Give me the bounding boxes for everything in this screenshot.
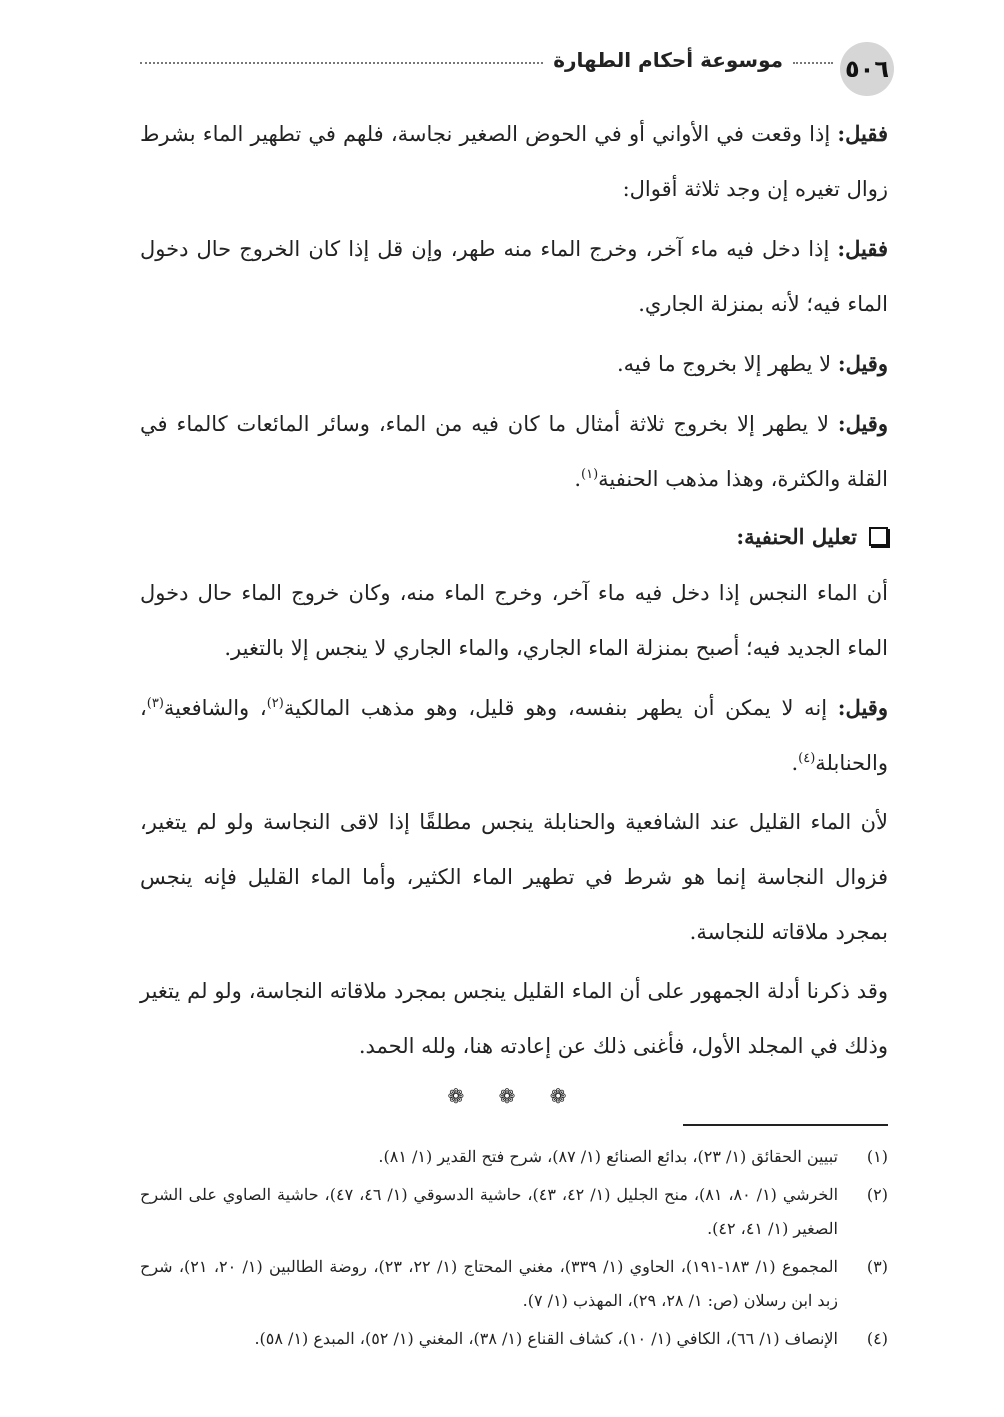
- paragraph-end: .: [574, 467, 582, 491]
- paragraph-5: [140, 566, 888, 676]
- paragraph-text: إذا وقعت في الأواني أو في الحوض الصغير نجاسة، فلهم في تطهير الماء بشرط زوال تغيره إن وجد ثلاثة أقوال:: [140, 122, 888, 201]
- section-heading-text: تعليل الحنفية:: [736, 524, 857, 549]
- footnotes: [140, 1140, 888, 1356]
- keyword: وقيل:: [837, 351, 888, 376]
- keyword: وقيل:: [837, 695, 888, 720]
- checkbox-icon: [869, 527, 888, 546]
- keyword: وقيل:: [837, 411, 888, 436]
- paragraph-7: [140, 795, 888, 960]
- paragraph-1: [140, 106, 888, 217]
- footnote-number: (٢): [866, 1185, 888, 1204]
- paragraph-3: [140, 336, 888, 392]
- footnote-number: (٣): [866, 1257, 888, 1276]
- paragraph-text: لأن الماء القليل عند الشافعية والحنابلة ينجس مطلقًا إذا لاقى النجاسة ولو لم يتغير، فزوال النجاسة إنما هو شرط في تطهير الماء الكثير، وأما الماء القليل فإنه ينجس بمجرد ملاقاته للنجاسة.: [140, 810, 888, 944]
- paragraph-text: لا يطهر إلا بخروج ما فيه.: [616, 352, 838, 376]
- keyword: فقيل:: [837, 236, 888, 261]
- paragraph-text: ، والحنابلة: [140, 696, 888, 775]
- book-page: [140, 38, 888, 1360]
- footnote-number: (١): [866, 1147, 888, 1166]
- paragraph-text: إذا دخل فيه ماء آخر، وخرج الماء منه طهر، وإن قل إذا كان الخروج حال دخول الماء فيه؛ لأنه بمنزلة الجاري.: [140, 237, 888, 316]
- footnote-number: (٤): [866, 1329, 888, 1348]
- footnote-ref: (٢): [266, 696, 284, 711]
- page-number: ٥٠٦: [840, 42, 894, 96]
- footnote-ref: (٤): [798, 751, 816, 766]
- paragraph-text: أن الماء النجس إذا دخل فيه ماء آخر، وخرج الماء منه، وكان خروج الماء حال دخول الماء الجديد فيه؛ أصبح بمنزلة الماء الجاري، والماء الجاري لا ينجس إلا بالتغير.: [140, 581, 888, 660]
- footnote-ref: (١): [581, 467, 599, 482]
- footnote: [140, 1178, 888, 1246]
- running-title: موسوعة أحكام الطهارة: [553, 48, 783, 72]
- ornament-divider: ❁ ❁ ❁: [447, 1084, 581, 1108]
- header-dots-left: [140, 62, 543, 64]
- paragraph-text: لا يطهر إلا بخروج ثلاثة أمثال ما كان فيه من الماء، وسائر المائعات كالماء في القلة والكثرة، وهذا مذهب الحنفية: [140, 412, 888, 491]
- footnote-text: تبيين الحقائق (١/ ٢٣)، بدائع الصنائع (١/ ٨٧)، شرح فتح القدير (١/ ٨١).: [378, 1147, 838, 1166]
- paragraph-text: وقد ذكرنا أدلة الجمهور على أن الماء القليل ينجس بمجرد ملاقاته النجاسة، ولو لم يتغير وذلك في المجلد الأول، فأغنى ذلك عن إعادته هنا، ولله الحمد.: [140, 979, 888, 1058]
- footnote-rule: [683, 1124, 888, 1126]
- footnote: [140, 1322, 888, 1356]
- footnote: [140, 1140, 888, 1174]
- footnote: [140, 1250, 888, 1318]
- paragraph-text: ، والشافعية: [163, 696, 267, 720]
- page-header: [140, 38, 888, 106]
- header-dots-right: [793, 62, 833, 64]
- paragraph-6: [140, 680, 888, 791]
- running-title-row: [140, 48, 833, 72]
- section-heading: [140, 509, 888, 564]
- footnote-text: الخرشي (١/ ٨٠، ٨١)، منح الجليل (١/ ٤٢، ٤٣)، حاشية الدسوقي (١/ ٤٦، ٤٧)، حاشية الصاوي على الشرح الصغير (١/ ٤١، ٤٢).: [140, 1185, 839, 1238]
- paragraph-4: [140, 396, 888, 507]
- footnote-ref: (٣): [146, 696, 164, 711]
- paragraph-text: إنه لا يمكن أن يطهر بنفسه، وهو قليل، وهو مذهب المالكية: [283, 696, 838, 720]
- paragraph-2: [140, 221, 888, 332]
- footnote-text: الإنصاف (١/ ٦٦)، الكافي (١/ ١٠)، كشاف القناع (١/ ٣٨)، المغني (١/ ٥٢)، المبدع (١/ ٥٨).: [254, 1329, 838, 1348]
- paragraph-8: [140, 964, 888, 1074]
- paragraph-end: .: [791, 751, 799, 775]
- keyword: فقيل:: [837, 121, 888, 146]
- footnote-text: المجموع (١/ ١٨٣-١٩١)، الحاوي (١/ ٣٣٩)، مغني المحتاج (١/ ٢٢، ٢٣)، روضة الطالبين (١/ ٢٠، ٢١)، شرح زبد ابن رسلان (ص: ١/ ٢٨، ٢٩)، المهذب (١/ ٧).: [140, 1257, 838, 1310]
